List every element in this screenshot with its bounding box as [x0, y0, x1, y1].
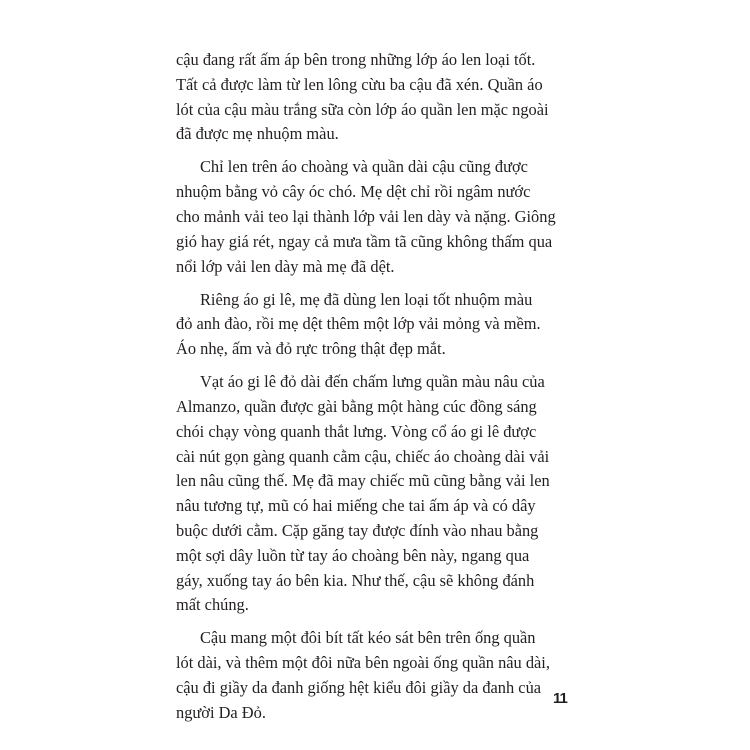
text-line: Chỉ len trên áo choàng và quần dài cậu cũng được — [200, 157, 528, 177]
text-line: đỏ anh đào, rồi mẹ dệt thêm một lớp vải mỏng và mềm. — [176, 314, 541, 334]
text-line: Almanzo, quần được gài bằng một hàng cúc đồng sáng — [176, 396, 537, 416]
text-line: Cậu mang một đôi bít tất kéo sát bên trên ống quần — [200, 628, 536, 648]
paragraph-2 — [176, 155, 582, 279]
text-line: lót dài, và thêm một đôi nữa bên ngoài ống quần nâu dài, — [176, 653, 550, 673]
text-line: gáy, xuống tay áo bên kia. Như thế, cậu sẽ không đánh — [176, 570, 535, 590]
page-number: 11 — [553, 690, 567, 707]
text-line: người Da Đỏ. — [176, 702, 266, 722]
text-line: cậu đi giầy da đanh giống hệt kiểu đôi giầy da đanh của — [176, 677, 542, 697]
text-line: chói chạy vòng quanh thắt lưng. Vòng cổ áo gi lê được — [176, 421, 537, 441]
body-text — [176, 48, 582, 725]
text-line: nâu tương tự, mũ có hai miếng che tai ấm áp và có dây — [176, 496, 536, 516]
text-line: một sợi dây luồn từ tay áo choàng bên này, ngang qua — [176, 545, 530, 565]
text-line: buộc dưới cằm. Cặp găng tay được đính vào nhau bằng — [176, 520, 539, 540]
text-line: nổi lớp vải len dày mà mẹ đã dệt. — [176, 256, 395, 276]
paragraph-5 — [176, 626, 582, 725]
paragraph-1 — [176, 48, 582, 147]
paragraph-4 — [176, 370, 582, 618]
text-line: mất chúng. — [176, 595, 249, 615]
text-line: Tất cả được làm từ len lông cừu ba cậu đã xén. Quần áo — [176, 74, 543, 94]
text-line: Áo nhẹ, ấm và đỏ rực trông thật đẹp mắt. — [176, 339, 446, 359]
text-line: cài nút gọn gàng quanh cằm cậu, chiếc áo choàng dài vải — [176, 446, 550, 466]
paragraph-3 — [176, 288, 582, 362]
text-line: lót của cậu màu trắng sữa còn lớp áo quần len mặc ngoài — [176, 99, 549, 119]
text-line: đã được mẹ nhuộm màu. — [176, 124, 339, 144]
text-line: nhuộm bằng vỏ cây óc chó. Mẹ dệt chỉ rồi ngâm nước — [176, 182, 531, 202]
text-line: gió hay giá rét, ngay cả mưa tầm tã cũng không thấm qua — [176, 231, 553, 251]
text-line: cậu đang rất ấm áp bên trong những lớp áo len loại tốt. — [176, 50, 536, 69]
text-line: cho mảnh vải teo lại thành lớp vải len dày và nặng. Giông — [176, 206, 556, 226]
text-line: Vạt áo gi lê đỏ dài đến chấm lưng quần màu nâu của — [200, 372, 545, 392]
text-line: Riêng áo gi lê, mẹ đã dùng len loại tốt nhuộm màu — [200, 289, 533, 309]
text-line: len nâu cũng thế. Mẹ đã may chiếc mũ cũng bằng vải len — [176, 471, 550, 491]
